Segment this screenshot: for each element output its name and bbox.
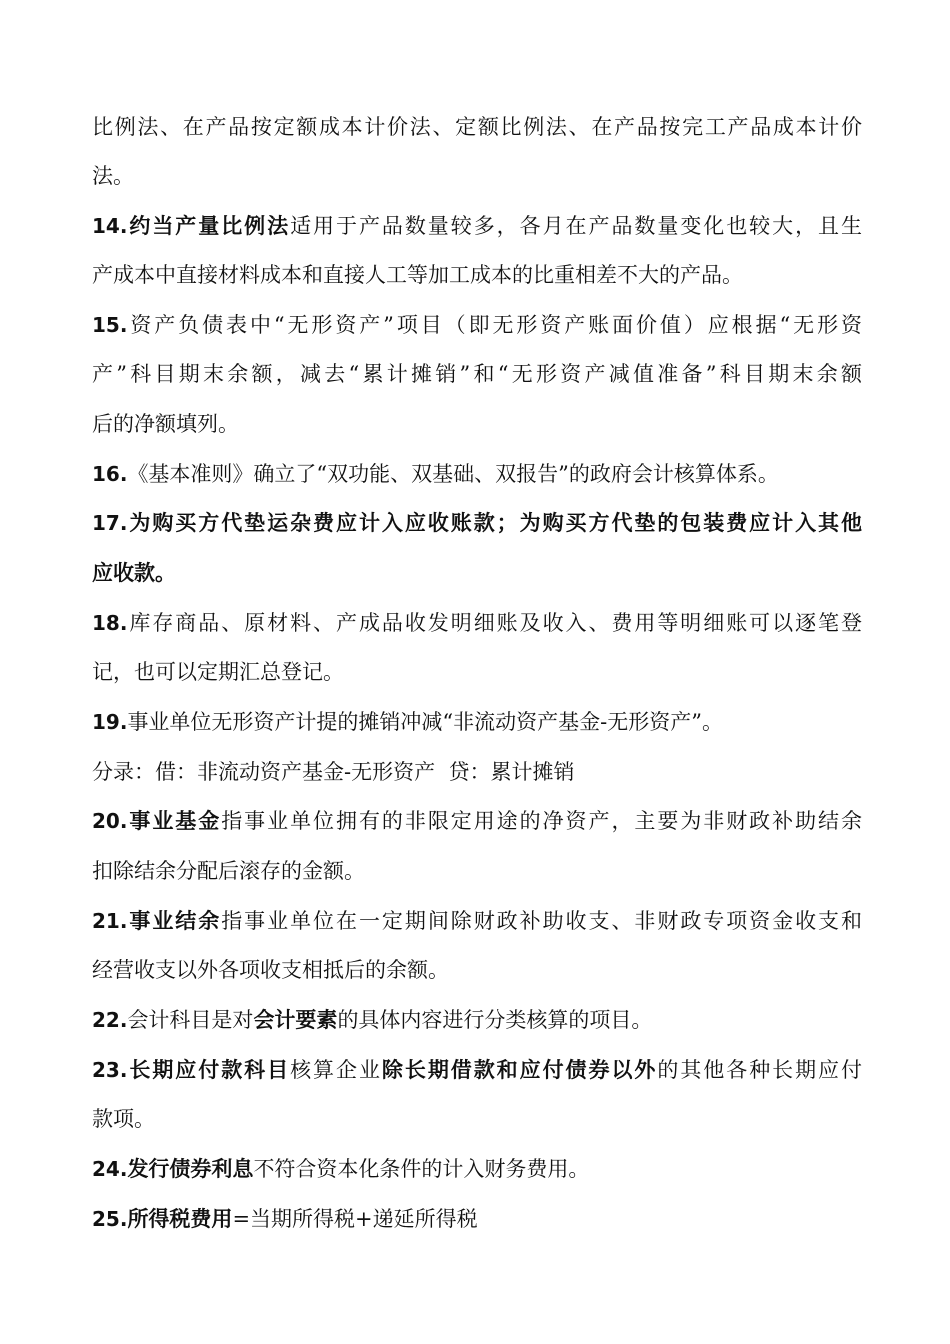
item-19: 19.事业单位无形资产计提的摊销冲减“非流动资产基金-无形资产”。 [92,710,724,734]
bold-term: 长期应付款科目 [127,1058,291,1082]
item-number: 21. [92,909,128,933]
item-number: 15. [92,313,128,337]
text-line: 法。 [92,164,134,188]
bold-term: 发行债券利息 [127,1157,254,1181]
item-14: 14.约当产量比例法适用于产品数量较多，各月在产品数量变化也较大，且生 [92,214,862,238]
item-number: 20. [92,809,128,833]
item-number: 23. [92,1058,128,1082]
journal-entry: 分录：借：非流动资产基金-无形资产 贷：累计摊销 [92,760,575,784]
item-number: 24. [92,1157,128,1181]
text-line: 后的净额填列。 [92,412,239,436]
item-number: 25. [92,1207,128,1231]
bold-term: 所得税费用 [127,1207,233,1231]
item-18: 18.库存商品、原材料、产成品收发明细账及收入、费用等明细账可以逐笔登 [92,611,862,635]
text-line: 记，也可以定期汇总登记。 [92,660,344,684]
bold-term: 事业结余 [127,909,222,933]
item-number: 22. [92,1008,128,1032]
text-line: 应收款。 [92,561,176,585]
item-17: 17.为购买方代垫运杂费应计入应收账款；为购买方代垫的包装费应计入其他 [92,511,862,535]
item-23: 23.长期应付款科目核算企业除长期借款和应付债券以外的其他各种长期应付 [92,1058,862,1082]
item-25: 25.所得税费用=当期所得税+递延所得税 [92,1207,478,1231]
item-number: 19. [92,710,128,734]
text-line: 比例法、在产品按定额成本计价法、定额比例法、在产品按完工产品成本计价 [92,115,862,139]
bold-term: 会计要素 [253,1008,338,1032]
item-number: 18. [92,611,128,635]
item-number: 16. [92,462,128,486]
item-15: 15.资产负债表中“无形资产”项目（即无形资产账面价值）应根据“无形资 [92,313,862,337]
text-line: 产成本中直接材料成本和直接人工等加工成本的比重相差不大的产品。 [92,263,743,287]
item-21: 21.事业结余指事业单位在一定期间除财政补助收支、非财政专项资金收支和 [92,909,862,933]
bold-term: 除长期借款和应付债券以外 [381,1058,658,1082]
bold-term: 约当产量比例法 [127,214,291,238]
item-number: 17. [92,511,128,535]
text-line: 产”科目期末余额，减去“累计摊销”和“无形资产减值准备”科目期末余额 [92,362,862,386]
item-22: 22.会计科目是对会计要素的具体内容进行分类核算的项目。 [92,1008,653,1032]
text-line: 扣除结余分配后滚存的金额。 [92,859,365,883]
bold-term: 事业基金 [127,809,222,833]
item-number: 14. [92,214,128,238]
item-16: 16.《基本准则》确立了“双功能、双基础、双报告”的政府会计核算体系。 [92,462,779,486]
text-line: 款项。 [92,1107,155,1131]
text-line: 经营收支以外各项收支相抵后的余额。 [92,958,449,982]
item-24: 24.发行债券利息不符合资本化条件的计入财务费用。 [92,1157,590,1181]
item-20: 20.事业基金指事业单位拥有的非限定用途的净资产，主要为非财政补助结余 [92,809,862,833]
